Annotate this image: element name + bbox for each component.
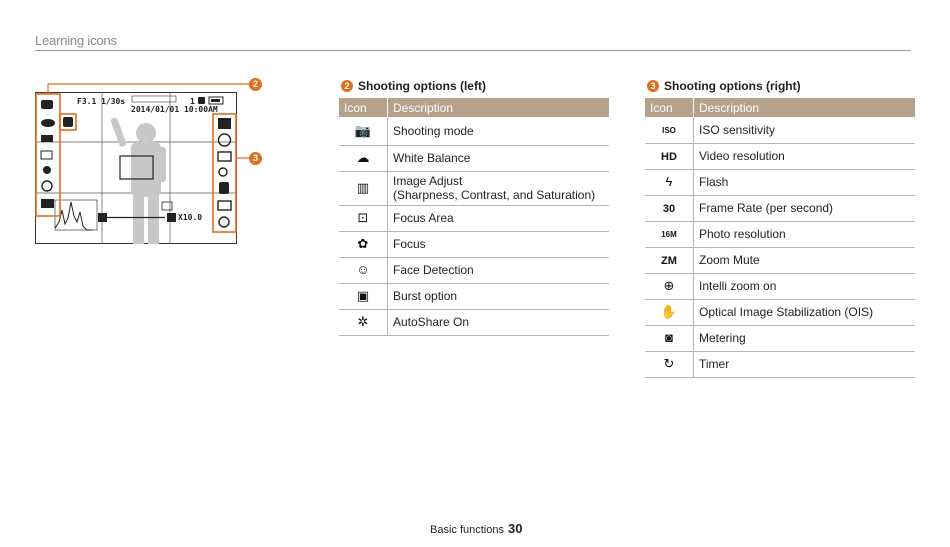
iso-icon: ISO bbox=[662, 125, 676, 135]
description-cell bbox=[388, 171, 610, 205]
right-section-title bbox=[647, 79, 801, 93]
description-cell bbox=[694, 195, 916, 221]
page-number: 30 bbox=[507, 521, 523, 536]
description-cell bbox=[388, 257, 610, 283]
shots-readout: 1 bbox=[190, 97, 195, 106]
table-row bbox=[339, 309, 609, 335]
table-row bbox=[339, 171, 609, 205]
left-section-title-text: Shooting options (left) bbox=[358, 79, 486, 93]
description-cell bbox=[694, 143, 916, 169]
description-text: Face Detection bbox=[393, 263, 474, 277]
camera-screen-illustration bbox=[35, 92, 237, 244]
icon-cell bbox=[339, 231, 388, 257]
table-row bbox=[645, 325, 915, 351]
icon-cell bbox=[645, 117, 694, 143]
table-row bbox=[645, 273, 915, 299]
description-text: Shooting mode bbox=[393, 123, 474, 138]
description-cell bbox=[694, 273, 916, 299]
right-section-title-text: Shooting options (right) bbox=[664, 79, 801, 93]
table-row bbox=[339, 117, 609, 145]
left-options-table bbox=[339, 98, 609, 336]
table-row bbox=[339, 145, 609, 171]
callout-2-marker: 2 bbox=[249, 78, 262, 91]
icon-cell bbox=[339, 117, 388, 145]
description-text: Flash bbox=[699, 175, 729, 189]
white-balance-icon: ☁ bbox=[356, 150, 370, 165]
description-text: Burst option bbox=[393, 289, 458, 303]
description-cell bbox=[388, 231, 610, 257]
intelli-zoom-icon: ⊕ bbox=[663, 278, 675, 293]
description-cell bbox=[388, 145, 610, 171]
icon-cell bbox=[339, 309, 388, 335]
header-divider bbox=[35, 50, 911, 51]
icon-cell bbox=[645, 143, 694, 169]
icon-cell bbox=[645, 351, 694, 377]
focus-area-icon: ⊡ bbox=[357, 210, 369, 225]
video-resolution-icon: HD bbox=[661, 150, 677, 163]
icon-cell bbox=[645, 325, 694, 351]
description-cell bbox=[388, 117, 610, 145]
frame-rate-icon: 30 bbox=[662, 202, 676, 215]
icon-cell bbox=[339, 205, 388, 231]
description-subtext: (Sharpness, Contrast, and Saturation) bbox=[393, 188, 596, 202]
description-cell bbox=[694, 299, 916, 325]
autoshare-icon: ✲ bbox=[357, 314, 369, 329]
face-detection-icon: ☺ bbox=[356, 262, 370, 277]
description-text: Frame Rate (per second) bbox=[699, 201, 834, 215]
description-text: Photo resolution bbox=[699, 227, 786, 241]
left-section-title bbox=[341, 79, 486, 93]
description-text: Focus Area bbox=[393, 211, 454, 225]
description-text: Timer bbox=[699, 357, 730, 371]
metering-icon: ◙ bbox=[665, 330, 673, 345]
footer-section-label: Basic functions bbox=[430, 524, 504, 536]
description-cell bbox=[388, 309, 610, 335]
icon-cell bbox=[645, 221, 694, 247]
description-text: White Balance bbox=[393, 151, 471, 165]
icon-cell bbox=[339, 171, 388, 205]
description-cell bbox=[388, 205, 610, 231]
description-text: AutoShare On bbox=[393, 315, 470, 329]
right-section-number: 3 bbox=[647, 80, 659, 92]
table-row bbox=[645, 351, 915, 377]
icon-cell bbox=[645, 299, 694, 325]
left-section-number: 2 bbox=[341, 80, 353, 92]
aperture-shutter-readout: F3.1 1/30s bbox=[77, 97, 126, 106]
description-text: Image Adjust bbox=[393, 174, 463, 188]
table-row bbox=[645, 143, 915, 169]
timer-icon: ↻ bbox=[663, 356, 675, 371]
description-cell bbox=[694, 117, 916, 143]
description-cell bbox=[694, 221, 916, 247]
flash-icon: ϟ bbox=[665, 174, 673, 189]
icon-cell bbox=[339, 257, 388, 283]
description-text: ISO sensitivity bbox=[699, 122, 776, 137]
table-row bbox=[339, 257, 609, 283]
description-text: Metering bbox=[699, 331, 746, 345]
callout-3-marker: 3 bbox=[249, 152, 262, 165]
zoom-mute-icon: ZM bbox=[661, 254, 677, 267]
icon-cell bbox=[645, 273, 694, 299]
table-row bbox=[645, 221, 915, 247]
description-cell bbox=[694, 351, 916, 377]
description-cell bbox=[694, 169, 916, 195]
shooting-mode-icon: 📷 bbox=[354, 122, 372, 138]
ois-icon: ✋ bbox=[660, 304, 678, 319]
icon-cell bbox=[645, 247, 694, 273]
image-adjust-icon: ▥ bbox=[356, 180, 370, 195]
zoom-readout: X10.0 bbox=[178, 213, 203, 222]
description-cell bbox=[694, 247, 916, 273]
running-header: Learning icons bbox=[35, 33, 117, 48]
icon-cell bbox=[645, 195, 694, 221]
description-cell bbox=[388, 283, 610, 309]
icon-cell bbox=[339, 145, 388, 171]
right-options-table bbox=[645, 98, 915, 378]
description-text: Intelli zoom on bbox=[699, 279, 777, 293]
left-col-icon-header: Icon bbox=[339, 98, 388, 117]
description-text: Zoom Mute bbox=[699, 253, 760, 267]
burst-option-icon: ▣ bbox=[356, 288, 370, 303]
right-col-icon-header: Icon bbox=[645, 98, 694, 117]
icon-cell bbox=[339, 283, 388, 309]
table-row bbox=[645, 117, 915, 143]
table-row bbox=[645, 299, 915, 325]
table-row bbox=[339, 283, 609, 309]
right-col-desc-header: Description bbox=[694, 98, 916, 117]
description-text: Video resolution bbox=[699, 149, 785, 163]
table-row bbox=[339, 205, 609, 231]
left-col-desc-header: Description bbox=[388, 98, 610, 117]
table-row bbox=[645, 169, 915, 195]
table-row bbox=[645, 195, 915, 221]
description-text: Optical Image Stabilization (OIS) bbox=[699, 305, 874, 319]
description-text: Focus bbox=[393, 237, 426, 251]
table-row bbox=[339, 231, 609, 257]
datetime-readout: 2014/01/01 10:00AM bbox=[131, 105, 218, 114]
focus-icon: ✿ bbox=[357, 236, 369, 251]
table-row bbox=[645, 247, 915, 273]
icon-cell bbox=[645, 169, 694, 195]
photo-resolution-icon: 16M bbox=[661, 230, 677, 239]
page-footer bbox=[430, 521, 522, 536]
description-cell bbox=[694, 325, 916, 351]
